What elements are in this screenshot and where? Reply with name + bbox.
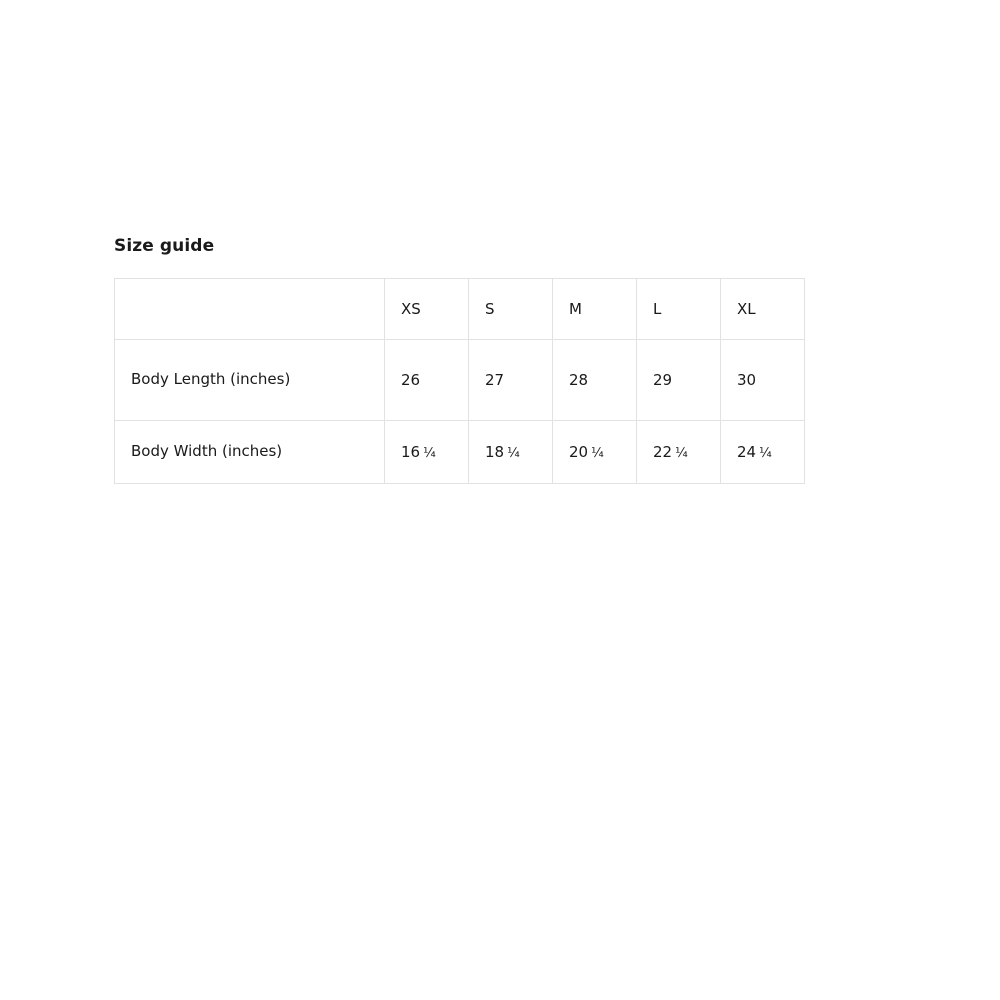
size-guide-section [114,236,804,484]
column-header-xs: XS [385,279,469,340]
page-title: Size guide [114,236,215,256]
cell-body-length-xl: 30 [721,340,805,421]
table-body [115,340,805,484]
column-header-l: L [637,279,721,340]
cell-body-length-xs: 26 [385,340,469,421]
size-guide-table [114,278,805,484]
cell-body-width-l: 22 ¼ [637,421,721,484]
cell-body-length-l: 29 [637,340,721,421]
cell-body-width-s: 18 ¼ [469,421,553,484]
table-row [115,421,805,484]
table-header [115,279,805,340]
column-header-m: M [553,279,637,340]
table-header-row [115,279,805,340]
row-label-body-length: Body Length (inches) [115,340,385,421]
column-header-xl: XL [721,279,805,340]
cell-body-width-xl: 24 ¼ [721,421,805,484]
cell-body-length-m: 28 [553,340,637,421]
column-header-s: S [469,279,553,340]
row-label-body-width: Body Width (inches) [115,421,385,484]
table-row [115,340,805,421]
cell-body-width-xs: 16 ¼ [385,421,469,484]
table-corner-cell [115,279,385,340]
cell-body-length-s: 27 [469,340,553,421]
cell-body-width-m: 20 ¼ [553,421,637,484]
